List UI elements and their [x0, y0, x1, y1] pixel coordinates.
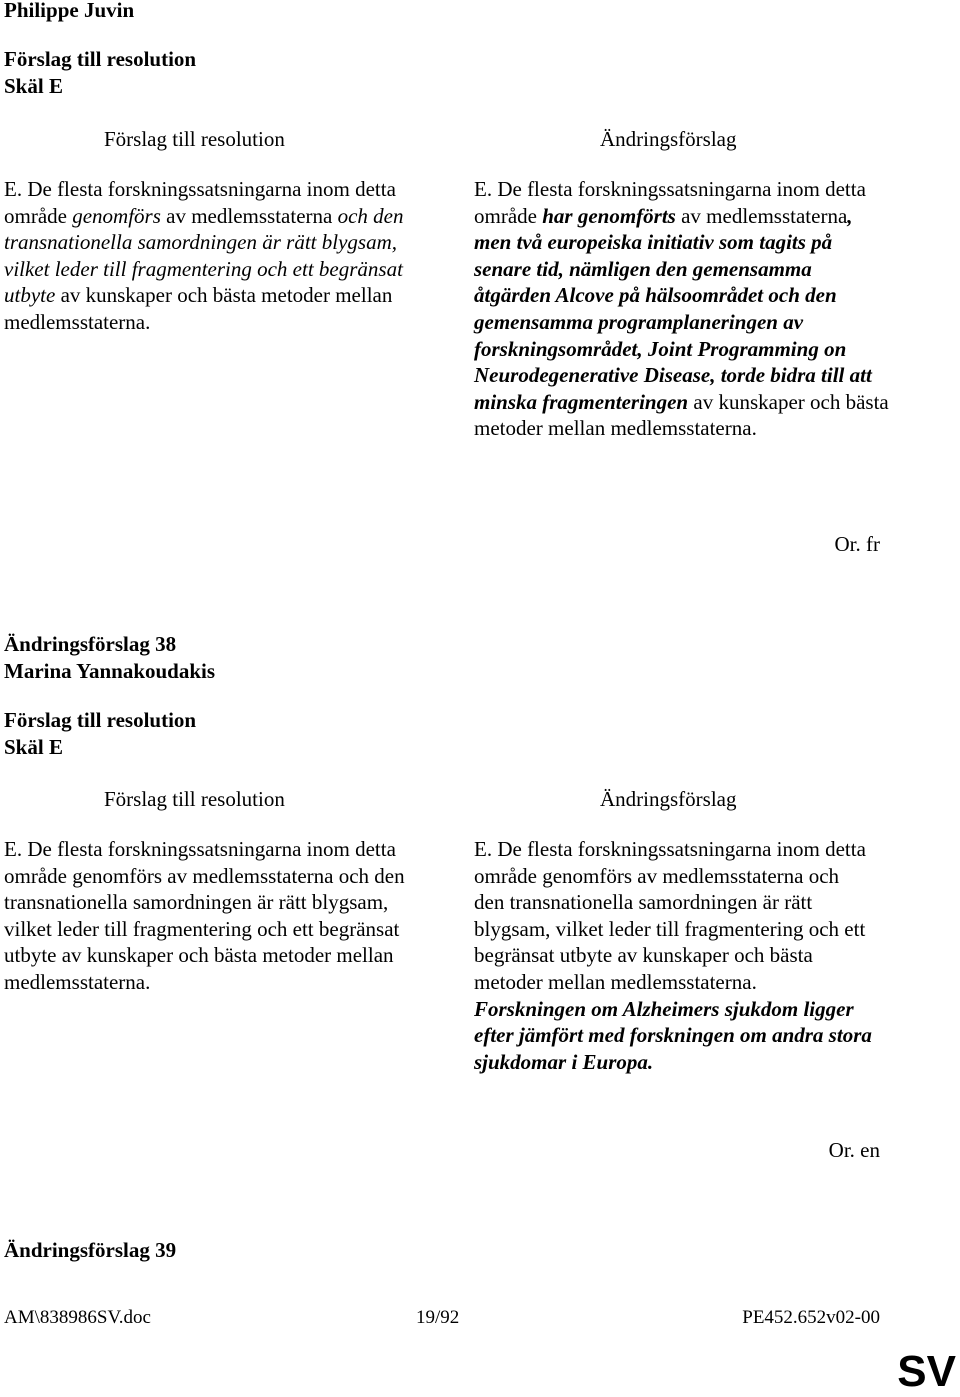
footer-page-number: 19/92 — [416, 1307, 460, 1328]
amendment-author: Marina Yannakoudakis — [4, 659, 216, 683]
text-segment: E. De flesta forskningssatsningarna inom detta område — [4, 177, 396, 228]
text-segment: E. De flesta forskningssatsningarna inom detta område — [474, 177, 866, 228]
amendment-number: Ändringsförslag 39 — [4, 1238, 177, 1262]
language-code: SV — [897, 1347, 956, 1396]
right-column-header: Ändringsförslag — [600, 127, 737, 151]
text-segment-bold-italic: Forskningen om Alzheimers sjukdom ligger efter jämfört med forskningen om andra stora sjukdomar i Europa. — [474, 996, 872, 1074]
footer-file: AM\838986SV.doc — [4, 1307, 151, 1328]
original-language: Or. en — [828, 1138, 880, 1162]
text-segment: av medlemsstaterna — [675, 203, 848, 228]
text-segment-bold-italic: har genomförts — [542, 203, 676, 228]
right-column-text — [474, 176, 894, 442]
text-segment-italic: genomförs — [72, 203, 161, 228]
left-column-header: Förslag till resolution — [104, 787, 285, 811]
text-segment: av kunskaper och bästa metoder mellan medlemsstaterna. — [474, 389, 889, 441]
amendment-author: Philippe Juvin — [4, 0, 135, 22]
right-column-text — [474, 836, 874, 1075]
right-column-header: Ändringsförslag — [600, 787, 737, 811]
text-segment: av medlemsstaterna — [160, 203, 338, 228]
text-segment-italic: och den transnationella samordningen är rätt blygsam, vilket leder till fragmentering och ett begränsat utbyte — [4, 203, 404, 308]
section-label: Skäl E — [4, 735, 63, 759]
section-label: Skäl E — [4, 74, 63, 98]
text-segment: E. De flesta forskningssatsningarna inom detta område genomförs av medlemsstaterna och den transnationella samordningen är rätt blygsam, vilket leder till fragmentering och ett begränsat utbyte av kunskaper och bästa metoder mellan medlemsstaterna. — [474, 837, 866, 994]
amendment-number: Ändringsförslag 38 — [4, 632, 177, 656]
original-language: Or. fr — [834, 532, 880, 556]
text-segment-bold-italic: , men två europeiska initiativ som tagits på senare tid, nämligen den gemensamma åtgärden Alcove på hälsoområdet och den gemensamma programplaneringen av forskningsområdet, Joint Programming on Neurodegenerative Disease, torde bidra till att minska fragmenteringen — [474, 203, 872, 414]
doc-type: Förslag till resolution — [4, 708, 197, 732]
text-segment: av kunskaper och bästa metoder mellan medlemsstaterna. — [4, 283, 393, 334]
left-column-header: Förslag till resolution — [104, 127, 285, 151]
left-column-text: E. De flesta forskningssatsningarna inom detta område genomförs av medlemsstaterna och den transnationella samordningen är rätt blygsam, vilket leder till fragmentering och ett begränsat utbyte av kunskaper och bästa metoder mellan medlemsstaterna. — [4, 837, 405, 994]
left-column-text — [4, 176, 414, 336]
footer-reference: PE452.652v02-00 — [742, 1307, 880, 1328]
doc-type: Förslag till resolution — [4, 47, 197, 71]
